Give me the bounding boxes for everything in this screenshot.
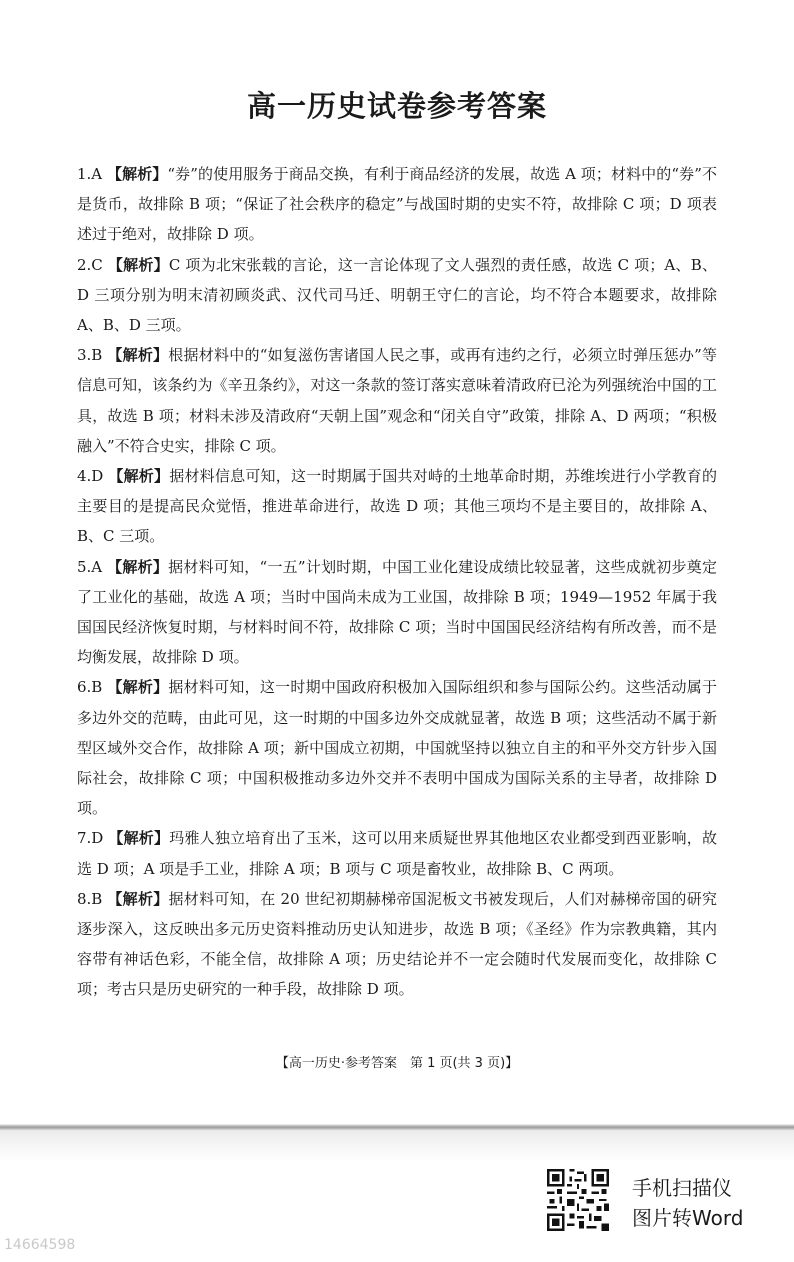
page-title: 高一历史试卷参考答案 [246,89,547,123]
answer-text: “券”的使用服务于商品交换，有利于商品经济的发展，故选 A 项；材料中的“券”不是货币，故排除 B 项；“保证了社会秩序的稳定”与战国时期的史实不符，故排除 C 项；D 项表述过于绝对，故排除 D 项。 [77,165,717,244]
answer-text: 据材料可知，“一五”计划时期，中国工业化建设成绩比较显著，这些成就初步奠定了工业化的基础，故选 A 项；当时中国尚未成为工业国，故排除 B 项；1949—1952 年属于我国国民经济恢复时期，与材料时间不符，故排除 C 项；当时中国国民经济结构有所改善，而不是均衡发展，故排除 D 项。 [77,557,717,667]
answer-number: 5.A [77,557,103,576]
answer-item [77,159,717,250]
answer-number: 6.B [77,678,103,697]
scanner-badge-text [632,1173,782,1233]
answer-text: 玛雅人独立培育出了玉米，这可以用来质疑世界其他地区农业都受到西亚影响，故选 D 项；A 项是手工业，排除 A 项；B 项与 C 项是畜牧业，故排除 B、C 两项。 [77,829,717,878]
answer-number: 3.B [77,346,103,365]
analysis-tag: 【解析】 [107,889,169,908]
answer-item [77,552,717,673]
answer-number: 1.A [77,165,103,183]
answer-text: 根据材料中的“如复滋伤害诸国人民之事，或再有违约之行，必须立时弹压惩办”等信息可知，该条约为《辛丑条约》，对这一条款的签订落实意味着清政府已沦为列强统治中国的工具，故选 B 项；材料未涉及清政府“天朝上国”观念和“闭关自守”政策，排除 A、D 两项；“积极融入”不符合史实，排除 C 项。 [77,346,717,455]
answer-text: C 项为北宋张载的言论，这一言论体现了文人强烈的责任感，故选 C 项；A、B、D 三项分别为明末清初顾炎武、汉代司马迁、明朝王守仁的言论，均不符合本题要求，故排除 A、B、D 三项。 [77,255,717,335]
answer-number: 2.C [77,255,103,274]
analysis-tag: 【解析】 [107,557,169,576]
page-footer: 【高一历史·参考答案 第 1 页(共 3 页)】 [275,1056,519,1071]
answer-text: 据材料信息可知，这一时期属于国共对峙的土地革命时期，苏维埃进行小学教育的主要目的是提高民众觉悟，推进革命进行，故选 D 项；其他三项均不是主要目的，故排除 A、B、C 三项。 [77,467,717,546]
answer-item [77,461,717,552]
answer-item [77,340,717,461]
answer-text: 据材料可知，这一时期中国政府积极加入国际组织和参与国际公约。这些活动属于多边外交的范畴，由此可见，这一时期的中国多边外交成就显著，故选 B 项；这些活动不属于新型区域外交合作，故排除 A 项；新中国成立初期，中国就坚持以独立自主的和平外交方针步入国际社会，故排除 C 项；中国积极推动多边外交并不表明中国成为国际关系的主导者，故排除 D 项。 [77,678,717,818]
analysis-tag: 【解析】 [107,678,169,697]
page-shadow [0,1131,794,1161]
answer-text: 据材料可知，在 20 世纪初期赫梯帝国泥板文书被发现后，人们对赫梯帝国的研究逐步深入，这反映出多元历史资料推动历史认知进步，故选 B 项；《圣经》作为宗教典籍，其内容带有神话色彩，不能全信，故排除 A 项；历史结论并不一定会随时代发展而变化，故排除 C 项；考古只是历史研究的一种手段，故排除 D 项。 [77,889,717,999]
answer-item [77,823,717,883]
answer-item [77,250,717,341]
answer-number: 7.D [77,829,104,848]
answer-item [77,672,717,823]
answer-item [77,884,717,1005]
scanner-badge-line1: 手机扫描仪 [632,1176,732,1200]
analysis-tag: 【解析】 [107,346,169,365]
answer-number: 8.B [77,889,103,908]
watermark-id: 14664598 [4,1237,76,1253]
answer-list [77,159,717,1005]
analysis-tag: 【解析】 [107,255,169,274]
analysis-tag: 【解析】 [107,165,168,183]
scanner-badge-line2: 图片转Word [632,1206,744,1230]
qr-code-icon [545,1169,611,1231]
analysis-tag: 【解析】 [108,829,170,848]
answer-number: 4.D [77,467,104,486]
page-divider [0,1124,794,1131]
analysis-tag: 【解析】 [108,467,170,486]
